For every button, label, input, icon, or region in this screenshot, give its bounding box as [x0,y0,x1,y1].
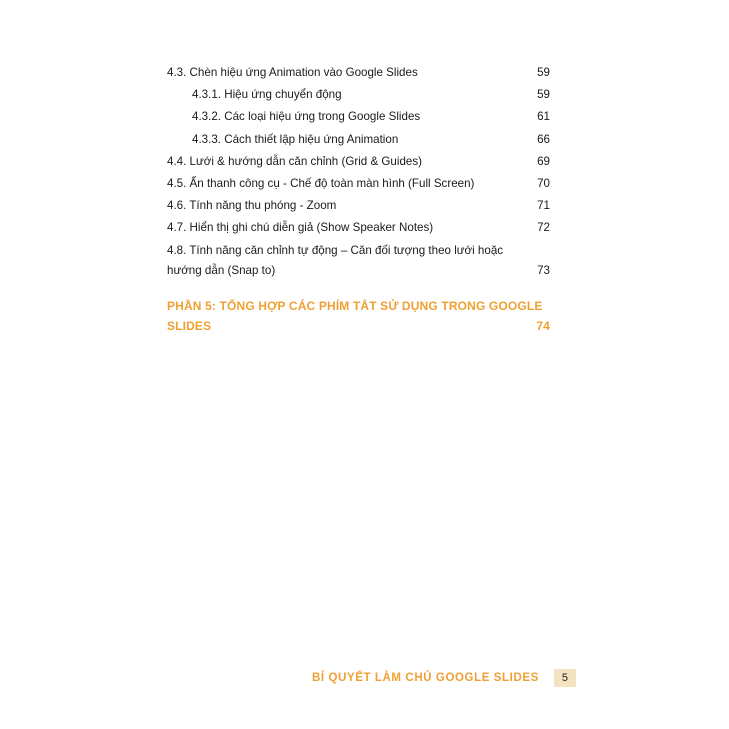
toc-entry-page: 66 [537,132,550,146]
toc-entry-title: 4.7. Hiển thị ghi chú diễn giả (Show Speaker Notes) [167,221,434,235]
toc-entry-4-7[interactable] [167,217,550,239]
toc-entry-title: 4.3.3. Cách thiết lập hiệu ứng Animation [192,132,399,146]
toc-entry-title: 4.3. Chèn hiệu ứng Animation vào Google Slides [167,66,418,79]
toc-entry-title-line1: 4.8. Tính năng căn chỉnh tự động – Căn đối tượng theo lưới hoặc [167,243,504,257]
toc-entry-page: 59 [537,66,550,79]
toc-entry-page: 70 [537,176,550,190]
toc-entry-4-3-3[interactable] [167,129,550,151]
toc-entry-4-8[interactable] [167,241,550,281]
toc-entry-4-3[interactable] [167,62,550,84]
toc-entry-page: 61 [537,110,550,124]
toc-entry-title: 4.4. Lưới & hướng dẫn căn chỉnh (Grid & Guides) [167,154,423,168]
toc-entry-continuation [167,261,550,281]
toc-entry-4-4[interactable] [167,151,550,173]
toc-entry-4-5[interactable] [167,173,550,195]
toc-entry-title-line2: hướng dẫn (Snap to) [167,263,276,277]
toc-entry-page: 72 [537,221,550,235]
part-title-line2: SLIDES [167,318,212,333]
toc-entry-page: 59 [537,88,550,102]
part-title-line1: PHẦN 5: TỔNG HỢP CÁC PHÍM TẮT SỬ DỤNG TRONG GOOGLE [167,298,543,313]
toc-entry-4-6[interactable] [167,195,550,217]
toc-entry-page: 73 [537,263,550,277]
part-page: 74 [536,318,550,333]
toc-entry-title: 4.3.1. Hiệu ứng chuyển động [192,88,342,102]
toc-entry-4-3-2[interactable] [167,106,550,128]
toc-entry-title: 4.3.2. Các loại hiệu ứng trong Google Slides [192,110,421,124]
page-footer [312,669,576,687]
toc-entry-title: 4.5. Ẩn thanh công cụ - Chế độ toàn màn hình (Full Screen) [167,176,475,190]
toc-entry-page: 71 [537,199,550,213]
toc-entry-4-3-1[interactable] [167,84,550,106]
toc-part-5[interactable] [167,296,550,336]
toc-entry-title: 4.6. Tính năng thu phóng - Zoom [167,199,337,213]
toc-entry-page: 69 [537,154,550,168]
table-of-contents [167,62,550,336]
page-number-badge: 5 [554,669,576,687]
part-continuation [167,316,550,336]
footer-book-title: BÍ QUYẾT LÀM CHỦ GOOGLE SLIDES [312,672,539,684]
